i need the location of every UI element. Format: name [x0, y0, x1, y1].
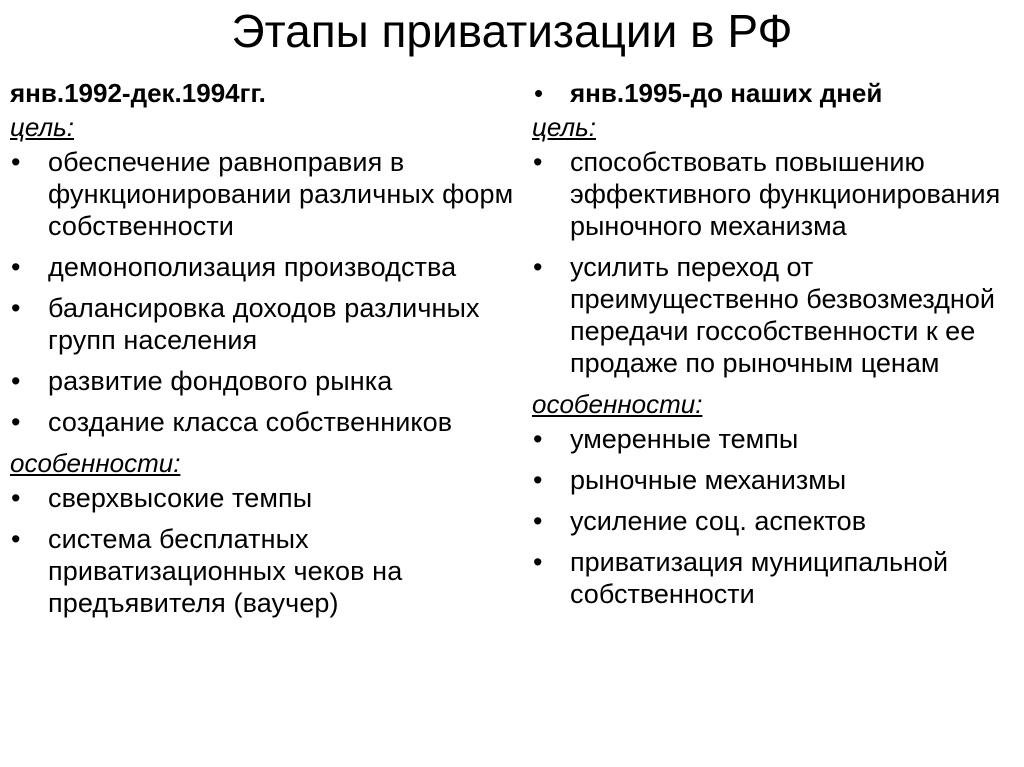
list-item: • усилить переход от преимущественно безвозмездной передачи госсобственности к ее продаже по рыночным ценам: [533, 252, 995, 378]
bullet-icon: •: [534, 78, 544, 108]
stage-1-goals-list: [10, 146, 515, 438]
list-item: • балансировка доходов различных групп населения: [11, 293, 480, 355]
bullet-icon: •: [533, 465, 543, 495]
bullet-icon: •: [533, 147, 543, 177]
stage-2-column: [532, 77, 1017, 619]
list-item: • сверхвысокие темпы: [11, 483, 313, 513]
page-title: Этапы приватизации в РФ: [231, 5, 793, 57]
bullet-icon: •: [11, 483, 21, 513]
list-item: • способствовать повышению эффективного функционирования рыночного механизма: [533, 147, 1001, 241]
bullet-icon: •: [11, 147, 21, 177]
list-item: • рыночные механизмы: [533, 465, 847, 495]
stage-2-goals-list: [532, 146, 1017, 379]
bullet-icon: •: [533, 547, 543, 577]
stage-1-column: [10, 77, 515, 628]
list-item: • система бесплатных приватизационных чеков на предъявителя (ваучер): [11, 524, 403, 618]
list-item: • создание класса собственников: [11, 407, 453, 437]
stage-2-period: • янв.1995-до наших дней: [534, 78, 883, 108]
stage-2-goal-label: цель:: [532, 112, 597, 142]
bullet-icon: •: [11, 366, 21, 396]
stage-1-features-list: [10, 482, 515, 619]
bullet-icon: •: [533, 252, 543, 282]
stage-1-goal-label: цель:: [10, 112, 75, 142]
stage-1-period: янв.1992-дек.1994гг.: [10, 78, 266, 108]
stage-1-features-label: особенности:: [10, 448, 181, 478]
list-item: • развитие фондового рынка: [11, 366, 393, 396]
list-item: • демонополизация производства: [11, 252, 457, 282]
list-item: • обеспечение равноправия в функционировании различных форм собственности: [11, 147, 514, 241]
bullet-icon: •: [11, 252, 21, 282]
bullet-icon: •: [533, 424, 543, 454]
bullet-icon: •: [11, 293, 21, 323]
stage-2-features-list: [532, 423, 1017, 610]
bullet-icon: •: [11, 407, 21, 437]
list-item: • умеренные темпы: [533, 424, 799, 454]
bullet-icon: •: [11, 524, 21, 554]
bullet-icon: •: [533, 506, 543, 536]
list-item: • усиление соц. аспектов: [533, 506, 867, 536]
list-item: • приватизация муниципальной собственности: [533, 547, 949, 609]
stage-2-features-label: особенности:: [532, 389, 703, 419]
